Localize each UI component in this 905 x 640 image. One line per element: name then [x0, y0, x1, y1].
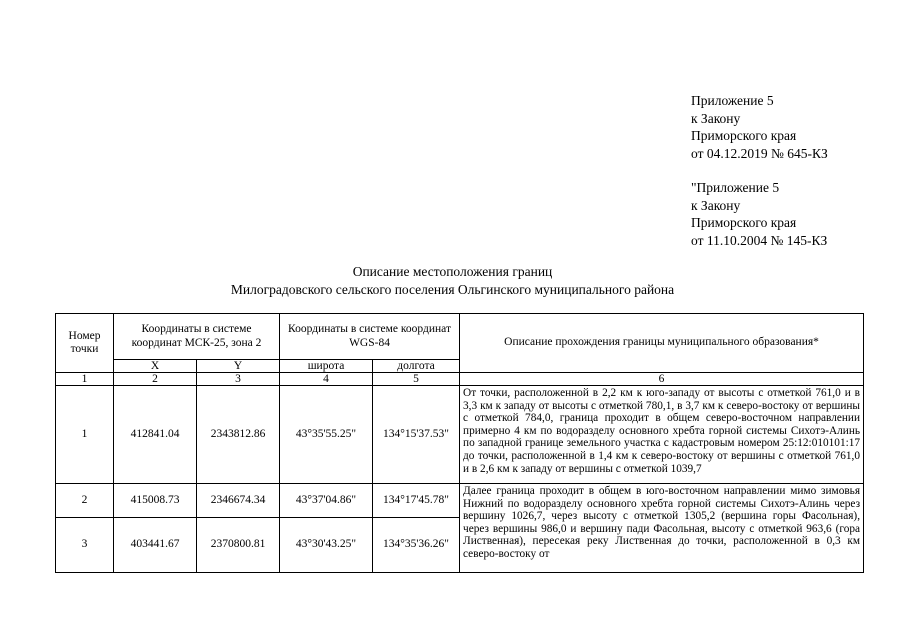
boundary-coordinates-table: [55, 313, 864, 573]
header-y: Y: [197, 360, 280, 373]
description-cell: [460, 484, 864, 573]
appendix-reference: [691, 92, 828, 162]
header-wgs-coordinates: Координаты в системе координат WGS-84: [280, 314, 460, 360]
column-number: 4: [280, 373, 373, 386]
header-x: X: [114, 360, 197, 373]
header-description: Описание прохождения границы муниципального образования*: [460, 314, 864, 373]
column-number: 6: [460, 373, 864, 386]
previous-appendix-reference: [691, 179, 827, 249]
document-title: Описание местоположения границ: [352, 264, 553, 279]
point-number-cell: 1: [56, 386, 114, 484]
y-cell: 2346674.34: [197, 484, 280, 518]
y-cell: 2370800.81: [197, 518, 280, 573]
appendix-line: "Приложение 5: [691, 180, 780, 195]
latitude-cell: 43°35'55.25": [280, 386, 373, 484]
longitude-cell: 134°35'36.26": [373, 518, 460, 573]
latitude-cell: 43°37'04.86": [280, 484, 373, 518]
appendix-line: Приморского края: [691, 215, 797, 230]
appendix-line: от 11.10.2004 № 145-КЗ: [691, 232, 828, 248]
description-text: Далее граница проходит в общем в юго-восточном направлении мимо зимовья Нижний по водоразделу основного хребта горной системы Сихотэ-Алинь через вершину 1026,7, через высоту с отметкой 1305,2 (вершина горы Фасольная), через вершины 986,0 и вершину пади Фасольная, высоту с отметкой 963,6 (гора Лиственная), пересекая реку Лиственная до точки, расположенной в 0,3 км северо-востоку от: [463, 485, 861, 560]
appendix-line: Приложение 5: [691, 93, 774, 108]
header-longitude: долгота: [373, 360, 460, 373]
y-cell: 2343812.86: [197, 386, 280, 484]
appendix-line: к Закону: [691, 110, 741, 126]
point-number-cell: 3: [56, 518, 114, 573]
column-number: 2: [114, 373, 197, 386]
document-subtitle: Милоградовского сельского поселения Ольгинского муниципального района: [230, 282, 675, 297]
description-cell: От точки, расположенной в 2,2 км к юго-западу от высоты с отметкой 761,0 и в 3,3 км к западу от высоты с отметкой 780,1, в 3,7 км к северо-востоку от вершины с отметкой 784,0, граница проходит в общем северо-восточном направлении примерно 4 км по водоразделу основного хребта горной системы Сихотэ-Алинь по западной границе земельного участка с кадастровым номером 25:12:010101:17 до точки, расположенной в 1,4 км к северо-востоку от вершины с отметкой 761,0 и в 2,6 км к западу от вершины с отметкой 1039,7: [460, 386, 864, 484]
header-msk-coordinates: Координаты в системе координат МСК-25, зона 2: [114, 314, 280, 360]
latitude-cell: 43°30'43.25": [280, 518, 373, 573]
appendix-line: Приморского края: [691, 128, 797, 143]
column-number: 3: [197, 373, 280, 386]
table-header-row: [56, 314, 864, 360]
x-cell: 415008.73: [114, 484, 197, 518]
longitude-cell: 134°15'37.53": [373, 386, 460, 484]
table-row: [56, 484, 864, 518]
column-number: 5: [373, 373, 460, 386]
appendix-line: к Закону: [691, 197, 741, 213]
column-number-row: [56, 373, 864, 386]
column-number: 1: [56, 373, 114, 386]
longitude-cell: 134°17'45.78": [373, 484, 460, 518]
point-number-cell: 2: [56, 484, 114, 518]
appendix-line: от 04.12.2019 № 645-КЗ: [691, 145, 828, 161]
header-point-number: Номер точки: [56, 314, 114, 373]
header-latitude: широта: [280, 360, 373, 373]
x-cell: 412841.04: [114, 386, 197, 484]
table-row: [56, 386, 864, 484]
x-cell: 403441.67: [114, 518, 197, 573]
